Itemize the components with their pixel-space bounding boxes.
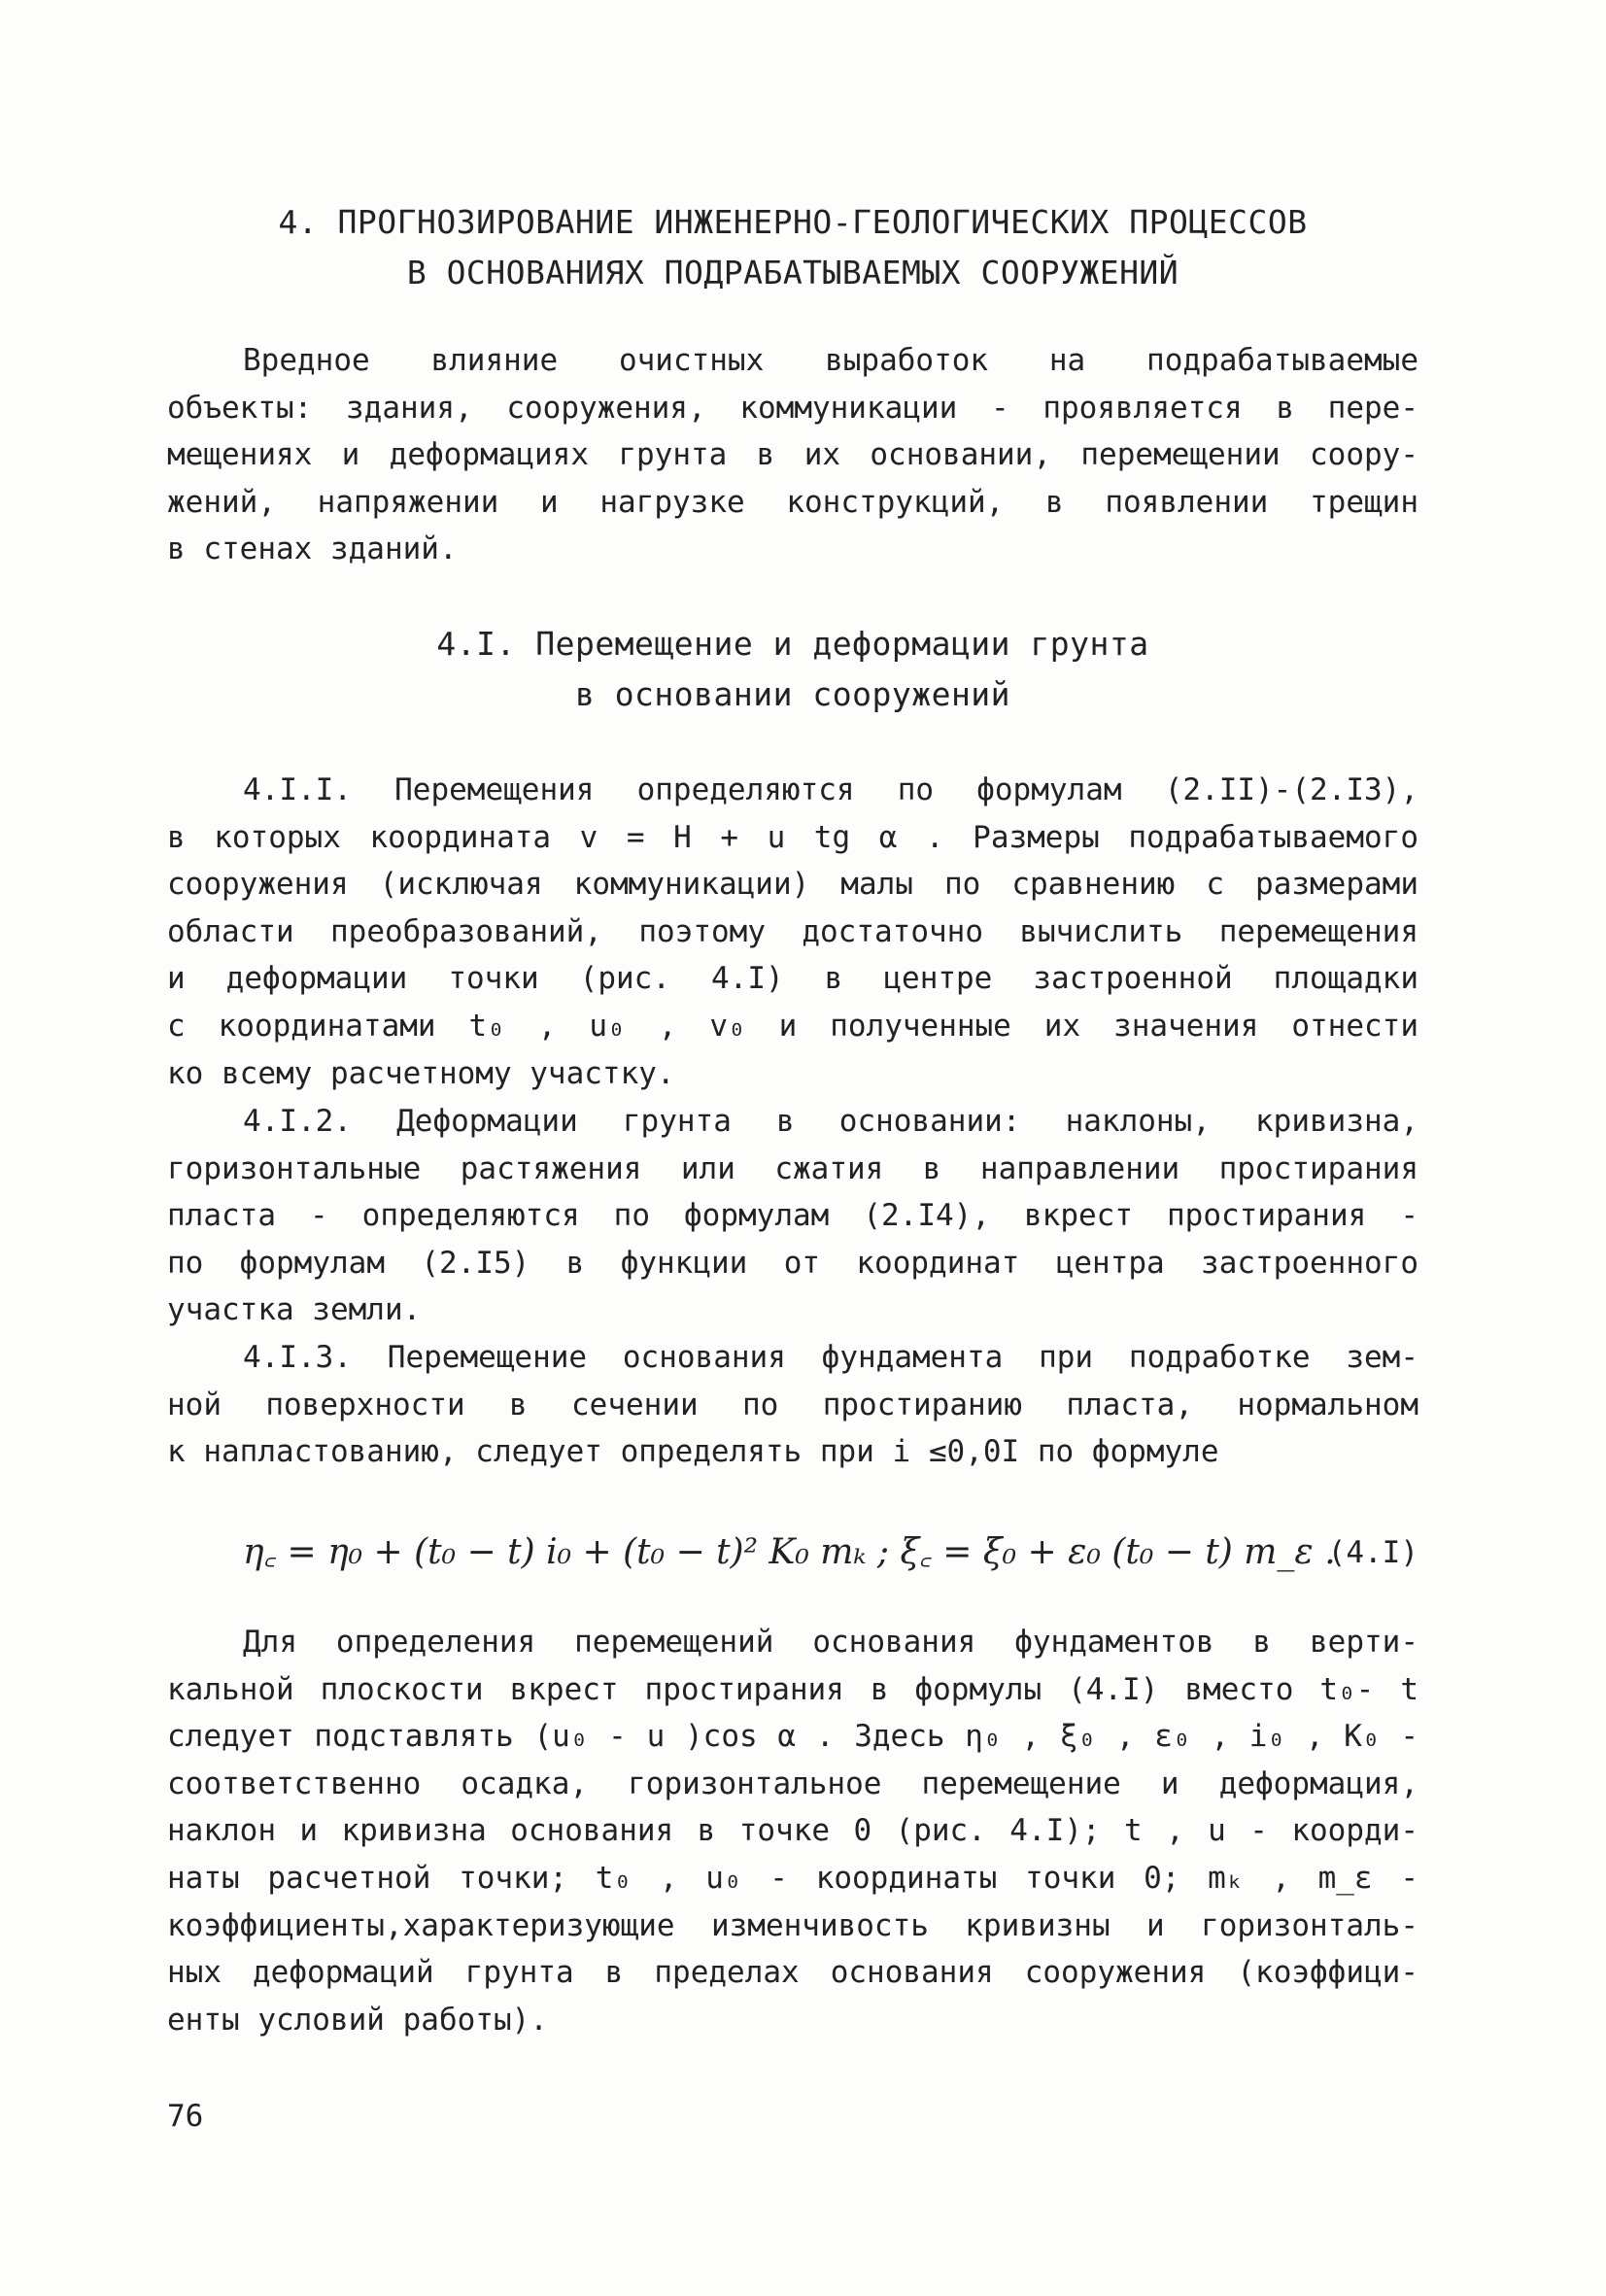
text-line: наты расчетной точки; t₀ , u₀ - координаты точки 0; mₖ , m_ε - — [167, 1860, 1418, 1896]
text-line: ных деформаций грунта в пределах основания сооружения (коэффици- — [167, 1955, 1418, 1991]
text-line: Вредное влияние очистных выработок на подрабатываемые — [243, 343, 1418, 378]
paragraph-4-1-1 — [167, 767, 1418, 1097]
chapter-title-line-2: В ОСНОВАНИЯХ ПОДРАБАТЫВАЕМЫХ СООРУЖЕНИЙ — [406, 254, 1179, 291]
text-line: в которых координата v = H + u tg α . Размеры подрабатываемого — [167, 819, 1418, 855]
section-title-line-1: 4.I. Перемещение и деформации грунта — [436, 625, 1149, 663]
text-line: по формулам (2.I5) в функции от координат центра застроенного — [167, 1245, 1418, 1281]
chapter-title-line-1: 4. ПРОГНОЗИРОВАНИЕ ИНЖЕНЕРНО-ГЕОЛОГИЧЕСКИХ ПРОЦЕССОВ — [278, 203, 1308, 241]
text-line: с координатами t₀ , u₀ , v₀ и полученные их значения отнести — [167, 1008, 1418, 1044]
text-line: ко всему расчетному участку. — [167, 1055, 675, 1091]
text-line: соответственно осадка, горизонтальное перемещение и деформация, — [167, 1765, 1418, 1801]
section-title-line-2: в основании сооружений — [574, 675, 1011, 713]
text-line: наклон и кривизна основания в точке 0 (рис. 4.I); t , u - коорди- — [167, 1813, 1418, 1849]
intro-paragraph — [167, 337, 1418, 573]
section-heading — [167, 619, 1418, 720]
text-line: в стенах зданий. — [167, 531, 458, 567]
text-line: области преобразований, поэтому достаточно вычислить перемещения — [167, 913, 1418, 949]
paragraph-4-1-2 — [167, 1098, 1418, 1334]
text-line: следует подставлять (u₀ - u )cos α . Здесь η₀ , ξ₀ , ε₀ , i₀ , K₀ - — [167, 1719, 1418, 1755]
text-line: участка земли. — [167, 1292, 422, 1328]
text-line: мещениях и деформациях грунта в их основании, перемещении соору- — [167, 437, 1418, 473]
text-line: к напластованию, следует определять при i ≤0,0I по формуле — [167, 1434, 1219, 1470]
text-line: сооружения (исключая коммуникации) малы по сравнению с размерами — [167, 867, 1418, 903]
text-line: Для определения перемещений основания фундаментов в верти- — [243, 1625, 1418, 1660]
formula-4-1 — [167, 1524, 1418, 1582]
text-line: енты условий работы). — [167, 2002, 548, 2038]
text-line: кальной плоскости вкрест простирания в формулы (4.I) вместо t₀- t — [167, 1671, 1418, 1707]
text-line: ной поверхности в сечении по простиранию пласта, нормальном — [167, 1387, 1418, 1422]
formula-expression: η꜀ = η₀ + (t₀ − t) i₀ + (t₀ − t)² K₀ mₖ ; ξ꜀ = ξ₀ + ε₀ (t₀ − t) m_ε . — [243, 1532, 1336, 1572]
text-line: и деформации точки (рис. 4.I) в центре застроенной площадки — [167, 961, 1418, 997]
paragraph-4-1-3 — [167, 1334, 1418, 1476]
paragraph-after-formula — [167, 1619, 1418, 2043]
text-line: коэффициенты,характеризующие изменчивость кривизны и горизонталь- — [167, 1907, 1418, 1943]
text-line: объекты: здания, сооружения, коммуникации - проявляется в пере- — [167, 390, 1418, 426]
formula-number: (4.I) — [1327, 1535, 1418, 1570]
text-line: горизонтальные растяжения или сжатия в направлении простирания — [167, 1150, 1418, 1186]
chapter-heading — [167, 197, 1418, 298]
text-line: жений, напряжении и нагрузке конструкций, в появлении трещин — [167, 484, 1418, 520]
text-line: 4.I.3. Перемещение основания фундамента при подработке зем- — [243, 1340, 1418, 1375]
page-number: 76 — [167, 2099, 204, 2134]
text-line: пласта - определяются по формулам (2.I4), вкрест простирания - — [167, 1198, 1418, 1234]
text-line: 4.I.2. Деформации грунта в основании: наклоны, кривизна, — [243, 1104, 1418, 1139]
text-line: 4.I.I. Перемещения определяются по формулам (2.II)-(2.I3), — [243, 772, 1418, 807]
